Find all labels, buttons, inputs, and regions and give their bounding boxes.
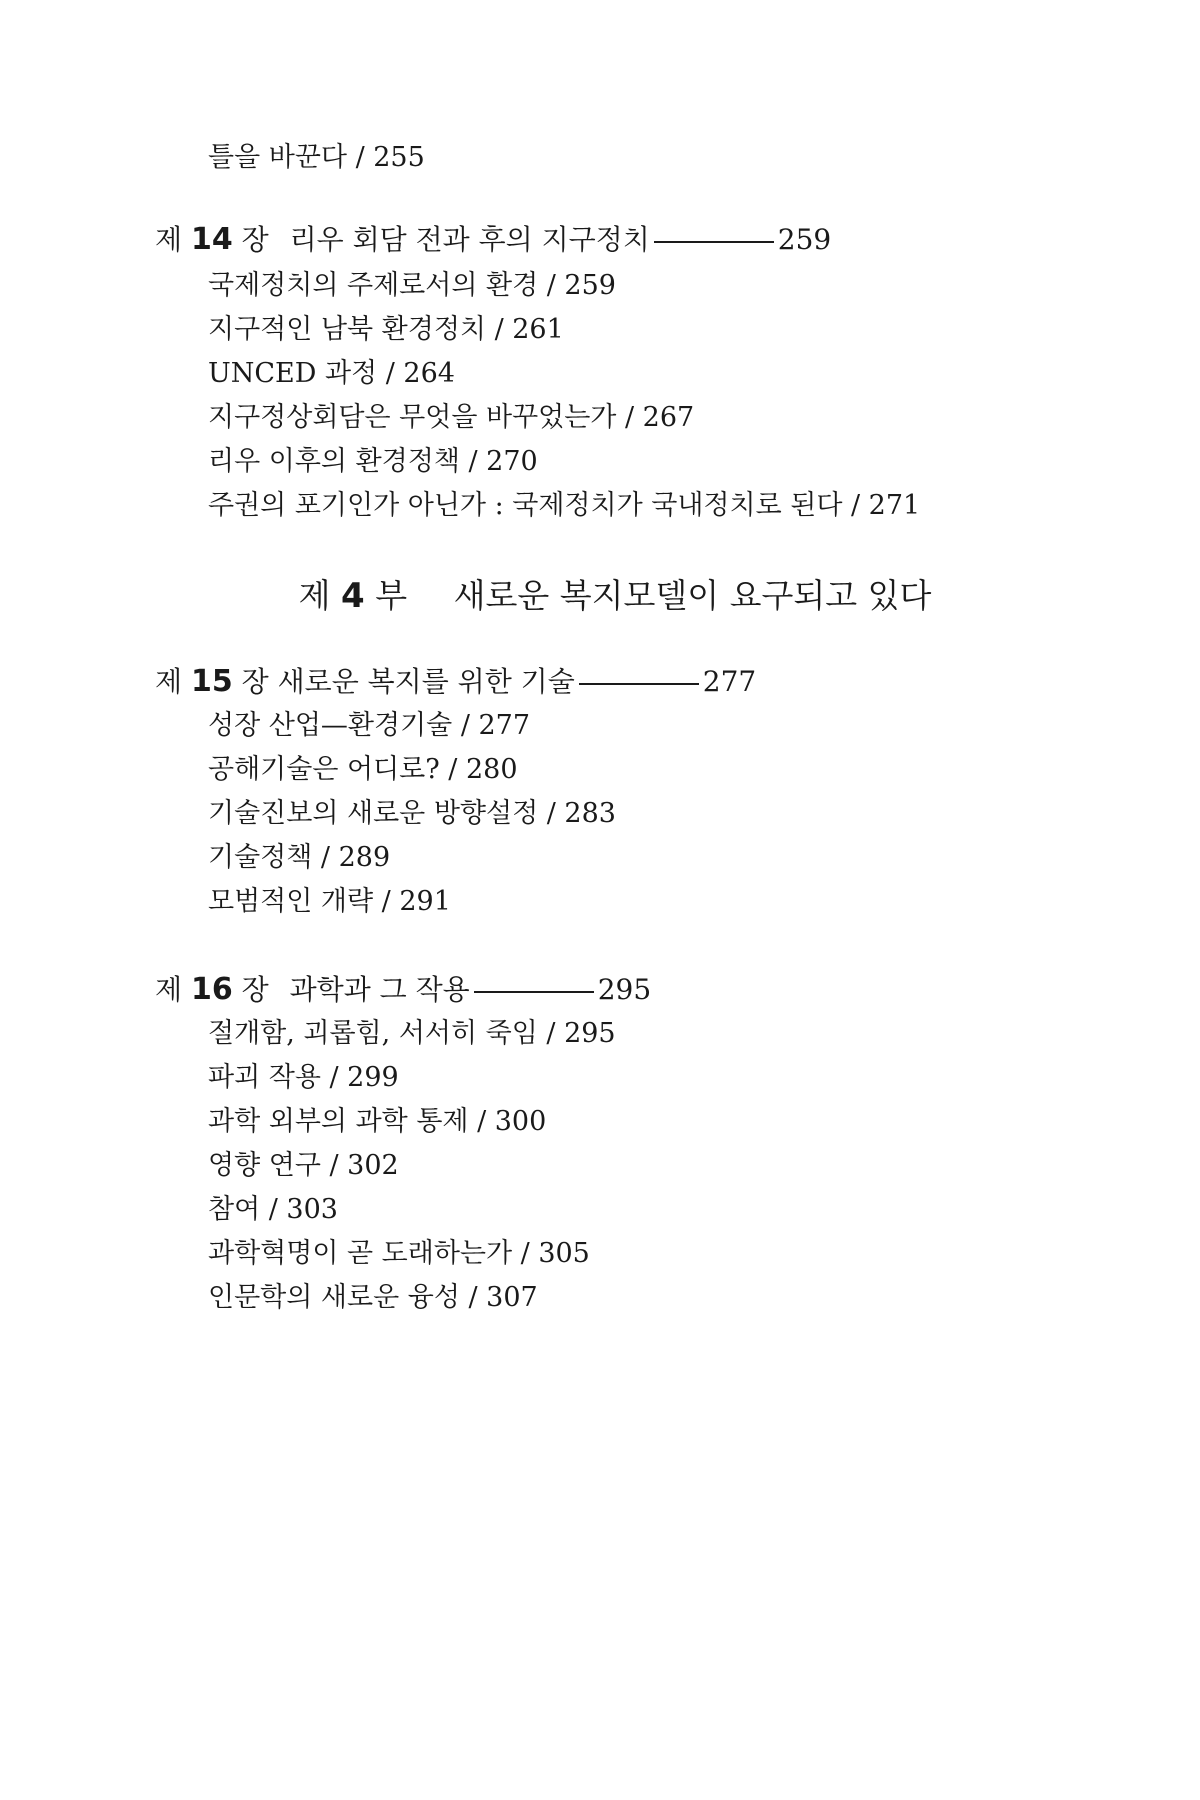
chapter-14-heading [155,222,831,258]
chapter-page: 259 [777,223,832,256]
toc-entry: 기술정책 / 289 [208,842,391,873]
toc-entry: 참여 / 303 [208,1194,338,1225]
toc-entry: 절개함, 괴롭힘, 서서히 죽임 / 295 [208,1018,616,1049]
toc-entry: 인문학의 새로운 융성 / 307 [208,1282,538,1313]
toc-entry: UNCED 과정 / 264 [208,358,455,389]
toc-entry: 과학혁명이 곧 도래하는가 / 305 [208,1238,590,1269]
toc-entry: 국제정치의 주제로서의 환경 / 259 [208,270,616,301]
part-4-heading [0,574,1200,618]
chapter-page: 295 [597,973,652,1006]
chapter-prefix: 제 [155,665,183,698]
toc-entry: 영향 연구 / 302 [208,1150,399,1181]
part-prefix: 제 [298,576,331,615]
chapter-16-heading [155,972,651,1008]
part-number: 4 [341,576,365,616]
chapter-prefix: 제 [155,973,183,1006]
toc-entry: 리우 이후의 환경정책 / 270 [208,446,538,477]
toc-entry: 모범적인 개략 / 291 [208,886,451,917]
part-suffix: 부 [375,576,408,615]
chapter-number: 14 [190,222,233,257]
toc-entry: 공해기술은 어디로? / 280 [208,754,518,785]
toc-entry: 지구정상회담은 무엇을 바꾸었는가 / 267 [208,402,695,433]
chapter-title: 과학과 그 작용 [289,973,470,1006]
chapter-suffix: 장 [241,223,269,256]
chapter-number: 15 [190,664,233,699]
toc-entry: 성장 산업—환경기술 / 277 [208,710,531,741]
toc-entry: 기술진보의 새로운 방향설정 / 283 [208,798,616,829]
toc-entry: 틀을 바꾼다 / 255 [208,142,425,173]
chapter-title: 새로운 복지를 위한 기술 [277,665,575,698]
toc-entry: 지구적인 남북 환경정치 / 261 [208,314,564,345]
toc-entry: 파괴 작용 / 299 [208,1062,399,1093]
toc-entry: 주권의 포기인가 아닌가 : 국제정치가 국내정치로 된다 / 271 [208,490,921,521]
chapter-15-heading [155,664,756,700]
leader-dash [579,683,699,685]
chapter-suffix: 장 [241,665,269,698]
leader-dash [654,241,774,243]
chapter-number: 16 [190,972,233,1007]
leader-dash [474,991,594,993]
toc-entry: 과학 외부의 과학 통제 / 300 [208,1106,547,1137]
chapter-suffix: 장 [241,973,269,1006]
chapter-title: 리우 회담 전과 후의 지구정치 [289,223,650,256]
chapter-page: 277 [702,665,757,698]
part-title: 새로운 복지모델이 요구되고 있다 [453,576,932,615]
chapter-prefix: 제 [155,223,183,256]
